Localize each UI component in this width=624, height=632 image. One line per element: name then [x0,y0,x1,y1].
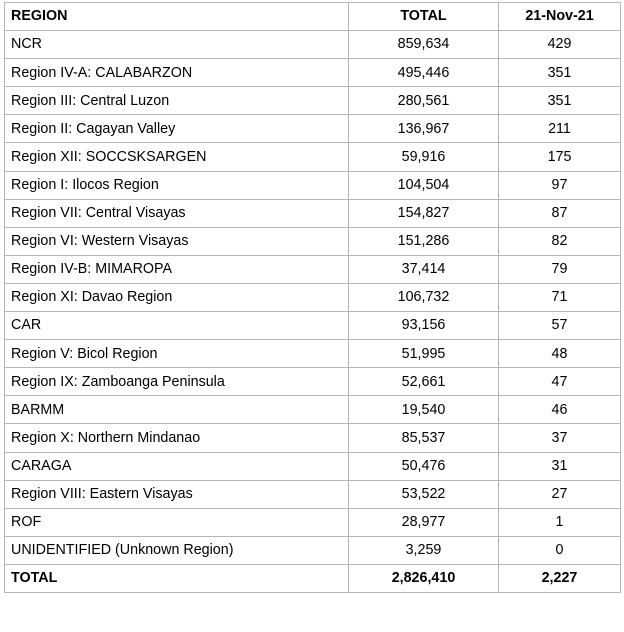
cell-daily: 46 [499,396,621,424]
cell-daily: 82 [499,227,621,255]
cell-region: Region XII: SOCCSKSARGEN [5,143,349,171]
table-row [5,199,621,227]
cell-daily: 87 [499,199,621,227]
cell-region: Region IV-A: CALABARZON [5,59,349,87]
cell-total-sum: 2,826,410 [349,564,499,592]
table-row [5,312,621,340]
table-row [5,31,621,59]
cell-region: Region VI: Western Visayas [5,227,349,255]
cell-region: Region II: Cagayan Valley [5,115,349,143]
column-header-region: REGION [5,3,349,31]
table-total-row [5,564,621,592]
cell-total: 154,827 [349,199,499,227]
cell-region: Region X: Northern Mindanao [5,424,349,452]
table-header [5,3,621,31]
cell-daily: 97 [499,171,621,199]
cell-daily: 211 [499,115,621,143]
table-row [5,227,621,255]
cell-total-label: TOTAL [5,564,349,592]
cell-region: BARMM [5,396,349,424]
cell-total: 3,259 [349,536,499,564]
column-header-total: TOTAL [349,3,499,31]
table-row [5,87,621,115]
table-body [5,31,621,593]
cell-total: 495,446 [349,59,499,87]
table-header-row [5,3,621,31]
cell-total: 59,916 [349,143,499,171]
cell-daily: 351 [499,59,621,87]
table-row [5,452,621,480]
cell-region: NCR [5,31,349,59]
column-header-date: 21-Nov-21 [499,3,621,31]
cell-daily: 48 [499,340,621,368]
table-row [5,283,621,311]
cell-region: Region III: Central Luzon [5,87,349,115]
cell-daily: 37 [499,424,621,452]
cell-region: Region IV-B: MIMAROPA [5,255,349,283]
table-row [5,143,621,171]
cell-daily: 0 [499,536,621,564]
cell-daily: 351 [499,87,621,115]
cell-total: 52,661 [349,368,499,396]
cell-region: Region XI: Davao Region [5,283,349,311]
cell-daily: 79 [499,255,621,283]
cell-total: 53,522 [349,480,499,508]
table-row [5,536,621,564]
cell-total: 50,476 [349,452,499,480]
cell-daily: 31 [499,452,621,480]
cell-daily: 175 [499,143,621,171]
cell-total: 104,504 [349,171,499,199]
table-row [5,115,621,143]
cell-daily: 27 [499,480,621,508]
cell-total: 28,977 [349,508,499,536]
cell-region: CARAGA [5,452,349,480]
cell-daily: 1 [499,508,621,536]
region-case-table [4,2,621,593]
cell-total: 280,561 [349,87,499,115]
cell-region: Region VIII: Eastern Visayas [5,480,349,508]
cell-total: 19,540 [349,396,499,424]
cell-region: Region VII: Central Visayas [5,199,349,227]
cell-daily: 429 [499,31,621,59]
cell-region: Region V: Bicol Region [5,340,349,368]
cell-total: 106,732 [349,283,499,311]
cell-total: 93,156 [349,312,499,340]
table-row [5,424,621,452]
cell-region: UNIDENTIFIED (Unknown Region) [5,536,349,564]
cell-total: 859,634 [349,31,499,59]
cell-daily: 71 [499,283,621,311]
cell-daily: 47 [499,368,621,396]
cell-total: 136,967 [349,115,499,143]
table-row [5,255,621,283]
cell-region: CAR [5,312,349,340]
cell-total: 151,286 [349,227,499,255]
cell-total: 85,537 [349,424,499,452]
cell-region: Region I: Ilocos Region [5,171,349,199]
cell-region: ROF [5,508,349,536]
cell-total: 51,995 [349,340,499,368]
cell-total: 37,414 [349,255,499,283]
table-row [5,480,621,508]
cell-daily: 57 [499,312,621,340]
table-row [5,340,621,368]
table-row [5,59,621,87]
table-row [5,171,621,199]
table-row [5,396,621,424]
cell-region: Region IX: Zamboanga Peninsula [5,368,349,396]
cell-daily-sum: 2,227 [499,564,621,592]
table-row [5,368,621,396]
table-row [5,508,621,536]
